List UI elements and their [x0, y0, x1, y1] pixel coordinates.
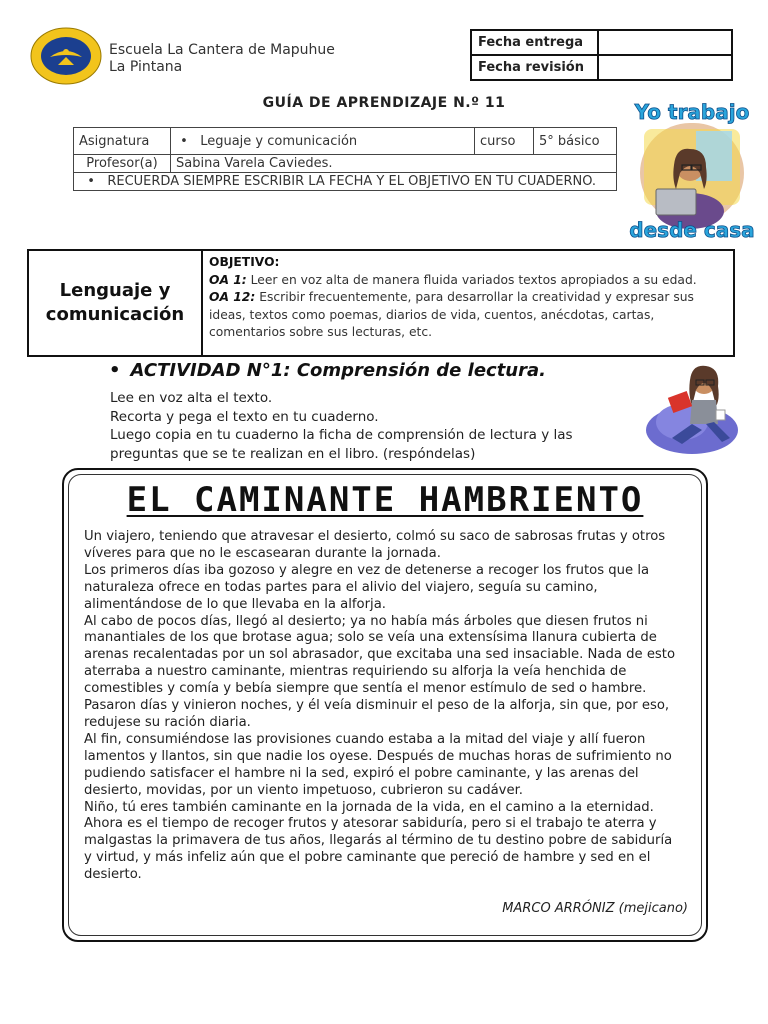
story-paragraph: Pasaron días y vinieron noches, y él veía disminuir el peso de la alforja, sin que, por eso, redujese su ración diaria. — [84, 698, 670, 730]
dates-table — [470, 29, 733, 81]
school-name: Escuela La Cantera de Mapuhue — [109, 42, 335, 58]
subject-line1: Lenguaje y — [59, 280, 171, 301]
story-paragraph: Al fin, consumiéndose las provisiones cuando estaba a la mitad del viaje y allí fueron lamentos y llantos, sin que nadie los oyese. Después de muchas horas de sufrimiento no pudiendo satisfacer el hambre ni la sed, expiró el pobre caminante, y las arenas del desierto, movidas, por un viento impetuoso, cubrieron su cadáver. — [84, 731, 672, 798]
objective-text — [203, 251, 733, 355]
curso-label: curso — [475, 128, 534, 155]
fecha-entrega-field[interactable] — [598, 30, 732, 55]
story-title: EL CAMINANTE HAMBRIENTO — [126, 480, 644, 520]
instruction-item: Recorta y pega el texto en tu cuaderno. — [110, 408, 379, 425]
story-author: MARCO ARRÓNIZ (mejicano) — [502, 901, 688, 916]
story-paragraph: Los primeros días iba gozoso y alegre en vez de detenerse a recoger los frutos que la naturaleza ofrece en todas partes para el alivio del viajero, seguía su camino, alimentándose de lo que llevaba en la alforja. — [84, 562, 650, 612]
guide-title: GUÍA DE APRENDIZAJE N.º 11 — [262, 95, 506, 111]
subject-cell — [29, 251, 203, 355]
activity-instructions — [110, 389, 640, 463]
work-from-home-badge — [626, 93, 758, 243]
activity-title: • ACTIVIDAD N°1: Comprensión de lectura. — [109, 360, 546, 381]
curso-value: 5° básico — [534, 128, 617, 155]
reminder-cell: • RECUERDA SIEMPRE ESCRIBIR LA FECHA Y EL OBJETIVO EN TU CUADERNO. — [74, 173, 617, 191]
oa1: OA 1: Leer en voz alta de manera fluida variados textos apropiados a su edad. — [209, 272, 697, 287]
school-info — [109, 42, 335, 76]
story-paragraph: Un viajero, teniendo que atravesar el desierto, colmó su saco de sabrosas frutas y otros víveres para que no le escasearan durante la jornada. — [84, 529, 666, 561]
reading-girl-illustration — [642, 360, 742, 456]
school-logo — [30, 27, 102, 85]
badge-line2: desde casa — [629, 218, 755, 242]
info-table — [73, 127, 617, 191]
objective-box — [27, 249, 735, 357]
profesor-value: Sabina Varela Caviedes. — [171, 155, 617, 173]
objective-heading: OBJETIVO: — [209, 255, 280, 269]
instruction-item: Lee en voz alta el texto. — [110, 390, 273, 406]
asignatura-label: Asignatura — [74, 128, 171, 155]
reminder-text: RECUERDA SIEMPRE ESCRIBIR LA FECHA Y EL OBJETIVO EN TU CUADERNO. — [107, 174, 597, 189]
school-place: La Pintana — [109, 59, 183, 75]
fecha-revision-label: Fecha revisión — [471, 55, 598, 80]
story-paragraph: Al cabo de pocos días, llegó al desierto; ya no había más árboles que diesen frutos ni manantiales de los que brotase agua; solo se veía una extensísima llanura cubierta de arenas recalentadas por un sol abrasador, que excitaba una sed insaciable. Nada de esto aterraba a nuestro caminante, mientras requiriendo su alforja la veía henchida de comestibles y comía y bebía siempre que sentía el menor estímulo de sed o hambre. — [84, 613, 676, 697]
asignatura-cell: • Leguaje y comunicación — [171, 128, 475, 155]
asignatura-value: Leguaje y comunicación — [200, 133, 358, 149]
instruction-item: Luego copia en tu cuaderno la ficha de comprensión de lectura y las preguntas que se te realizan en el libro. (respóndelas) — [110, 427, 573, 462]
profesor-label: Profesor(a) — [74, 155, 171, 173]
subject-line2: comunicación — [45, 304, 185, 325]
story-body — [84, 529, 684, 884]
oa12: OA 12: Escribir frecuentemente, para desarrollar la creatividad y expresar sus ideas, textos como poemas, diarios de vida, cuentos, anécdotas, cartas, comentarios sobre sus lecturas, etc. — [209, 290, 694, 339]
fecha-entrega-label: Fecha entrega — [471, 30, 598, 55]
fecha-revision-field[interactable] — [598, 55, 732, 80]
badge-line1: Yo trabajo — [634, 100, 750, 124]
story-paragraph: Niño, tú eres también caminante en la jornada de la vida, en el camino a la eternidad. Ahora es el tiempo de recoger frutos y atesorar sabiduría, pero si el trabajo te aterra y malgastas la primavera de tus años, llegarás al término de tu destino pobre de sabiduría y virtud, y más infeliz aún que el pobre caminante que pereció de hambre y sed en el desierto. — [84, 799, 673, 883]
